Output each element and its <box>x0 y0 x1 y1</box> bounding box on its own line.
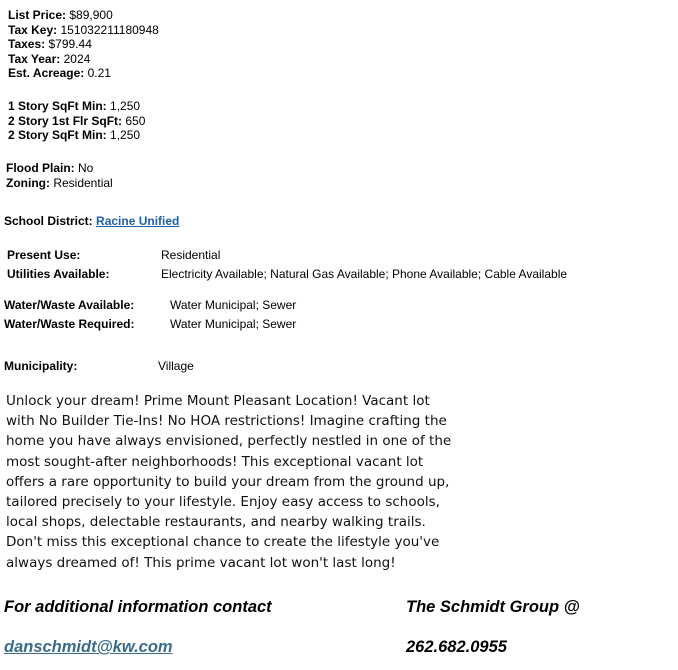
flood-plain-row: Flood Plain: No <box>6 161 94 175</box>
description-line: local shops, delectable restaurants, and nearby walking trails. <box>6 514 426 531</box>
water-waste <box>4 296 404 336</box>
water-available-row: Water/Waste Available: Water Municipal; Sewer <box>4 298 297 312</box>
property-description <box>6 391 456 573</box>
use-utilities <box>7 246 667 286</box>
utilities-row: Utilities Available: Electricity Available; Natural Gas Available; Phone Available; Cable Available <box>7 267 568 281</box>
water-required-row: Water/Waste Required: Water Municipal; Sewer <box>4 317 297 331</box>
description-line: Unlock your dream! Prime Mount Pleasant Location! Vacant lot <box>6 393 430 409</box>
municipality-row: Municipality: Village <box>4 359 194 373</box>
contact-prompt: For additional information contact <box>4 598 272 616</box>
listing-summary <box>8 8 159 81</box>
zoning-row: Zoning: Residential <box>6 175 113 190</box>
school-district-link[interactable]: Racine Unified <box>96 214 180 228</box>
contact-group: The Schmidt Group @ <box>406 598 580 616</box>
tax-year-row: Tax Year: 2024 <box>8 51 91 66</box>
description-line: always dreamed of! This prime vacant lot won't last long! <box>6 554 396 571</box>
acreage-row: Est. Acreage: 0.21 <box>8 66 111 80</box>
sqft-row: 1 Story SqFt Min: 1,250 <box>8 99 141 113</box>
sqft-row: 2 Story 1st Flr SqFt: 650 <box>8 113 146 128</box>
description-line: home you have always envisioned, perfectly nestled in one of the <box>6 433 452 450</box>
flood-zoning <box>6 161 113 190</box>
description-line: Don't miss this exceptional chance to create the lifestyle you've <box>6 534 440 551</box>
description-line: offers a rare opportunity to build your dream from the ground up, <box>6 473 450 490</box>
school-district-row: School District: Racine Unified <box>4 214 180 228</box>
description-line: with No Builder Tie-Ins! No HOA restrictions! Imagine crafting the <box>6 413 447 430</box>
description-line: tailored precisely to your lifestyle. Enjoy easy access to schools, <box>6 494 440 511</box>
taxes-row: Taxes: $799.44 <box>8 37 92 51</box>
contact-email-link[interactable]: danschmidt@kw.com <box>4 638 173 656</box>
sqft-row: 2 Story SqFt Min: 1,250 <box>8 128 141 142</box>
contact-phone: 262.682.0955 <box>406 638 507 656</box>
sqft-summary <box>8 99 145 143</box>
tax-key-row: Tax Key: 151032211180948 <box>8 22 159 37</box>
description-line: most sought-after neighborhoods! This exceptional vacant lot <box>6 453 424 470</box>
list-price-row: List Price: $89,900 <box>8 8 113 22</box>
present-use-row: Present Use: Residential <box>7 248 221 262</box>
